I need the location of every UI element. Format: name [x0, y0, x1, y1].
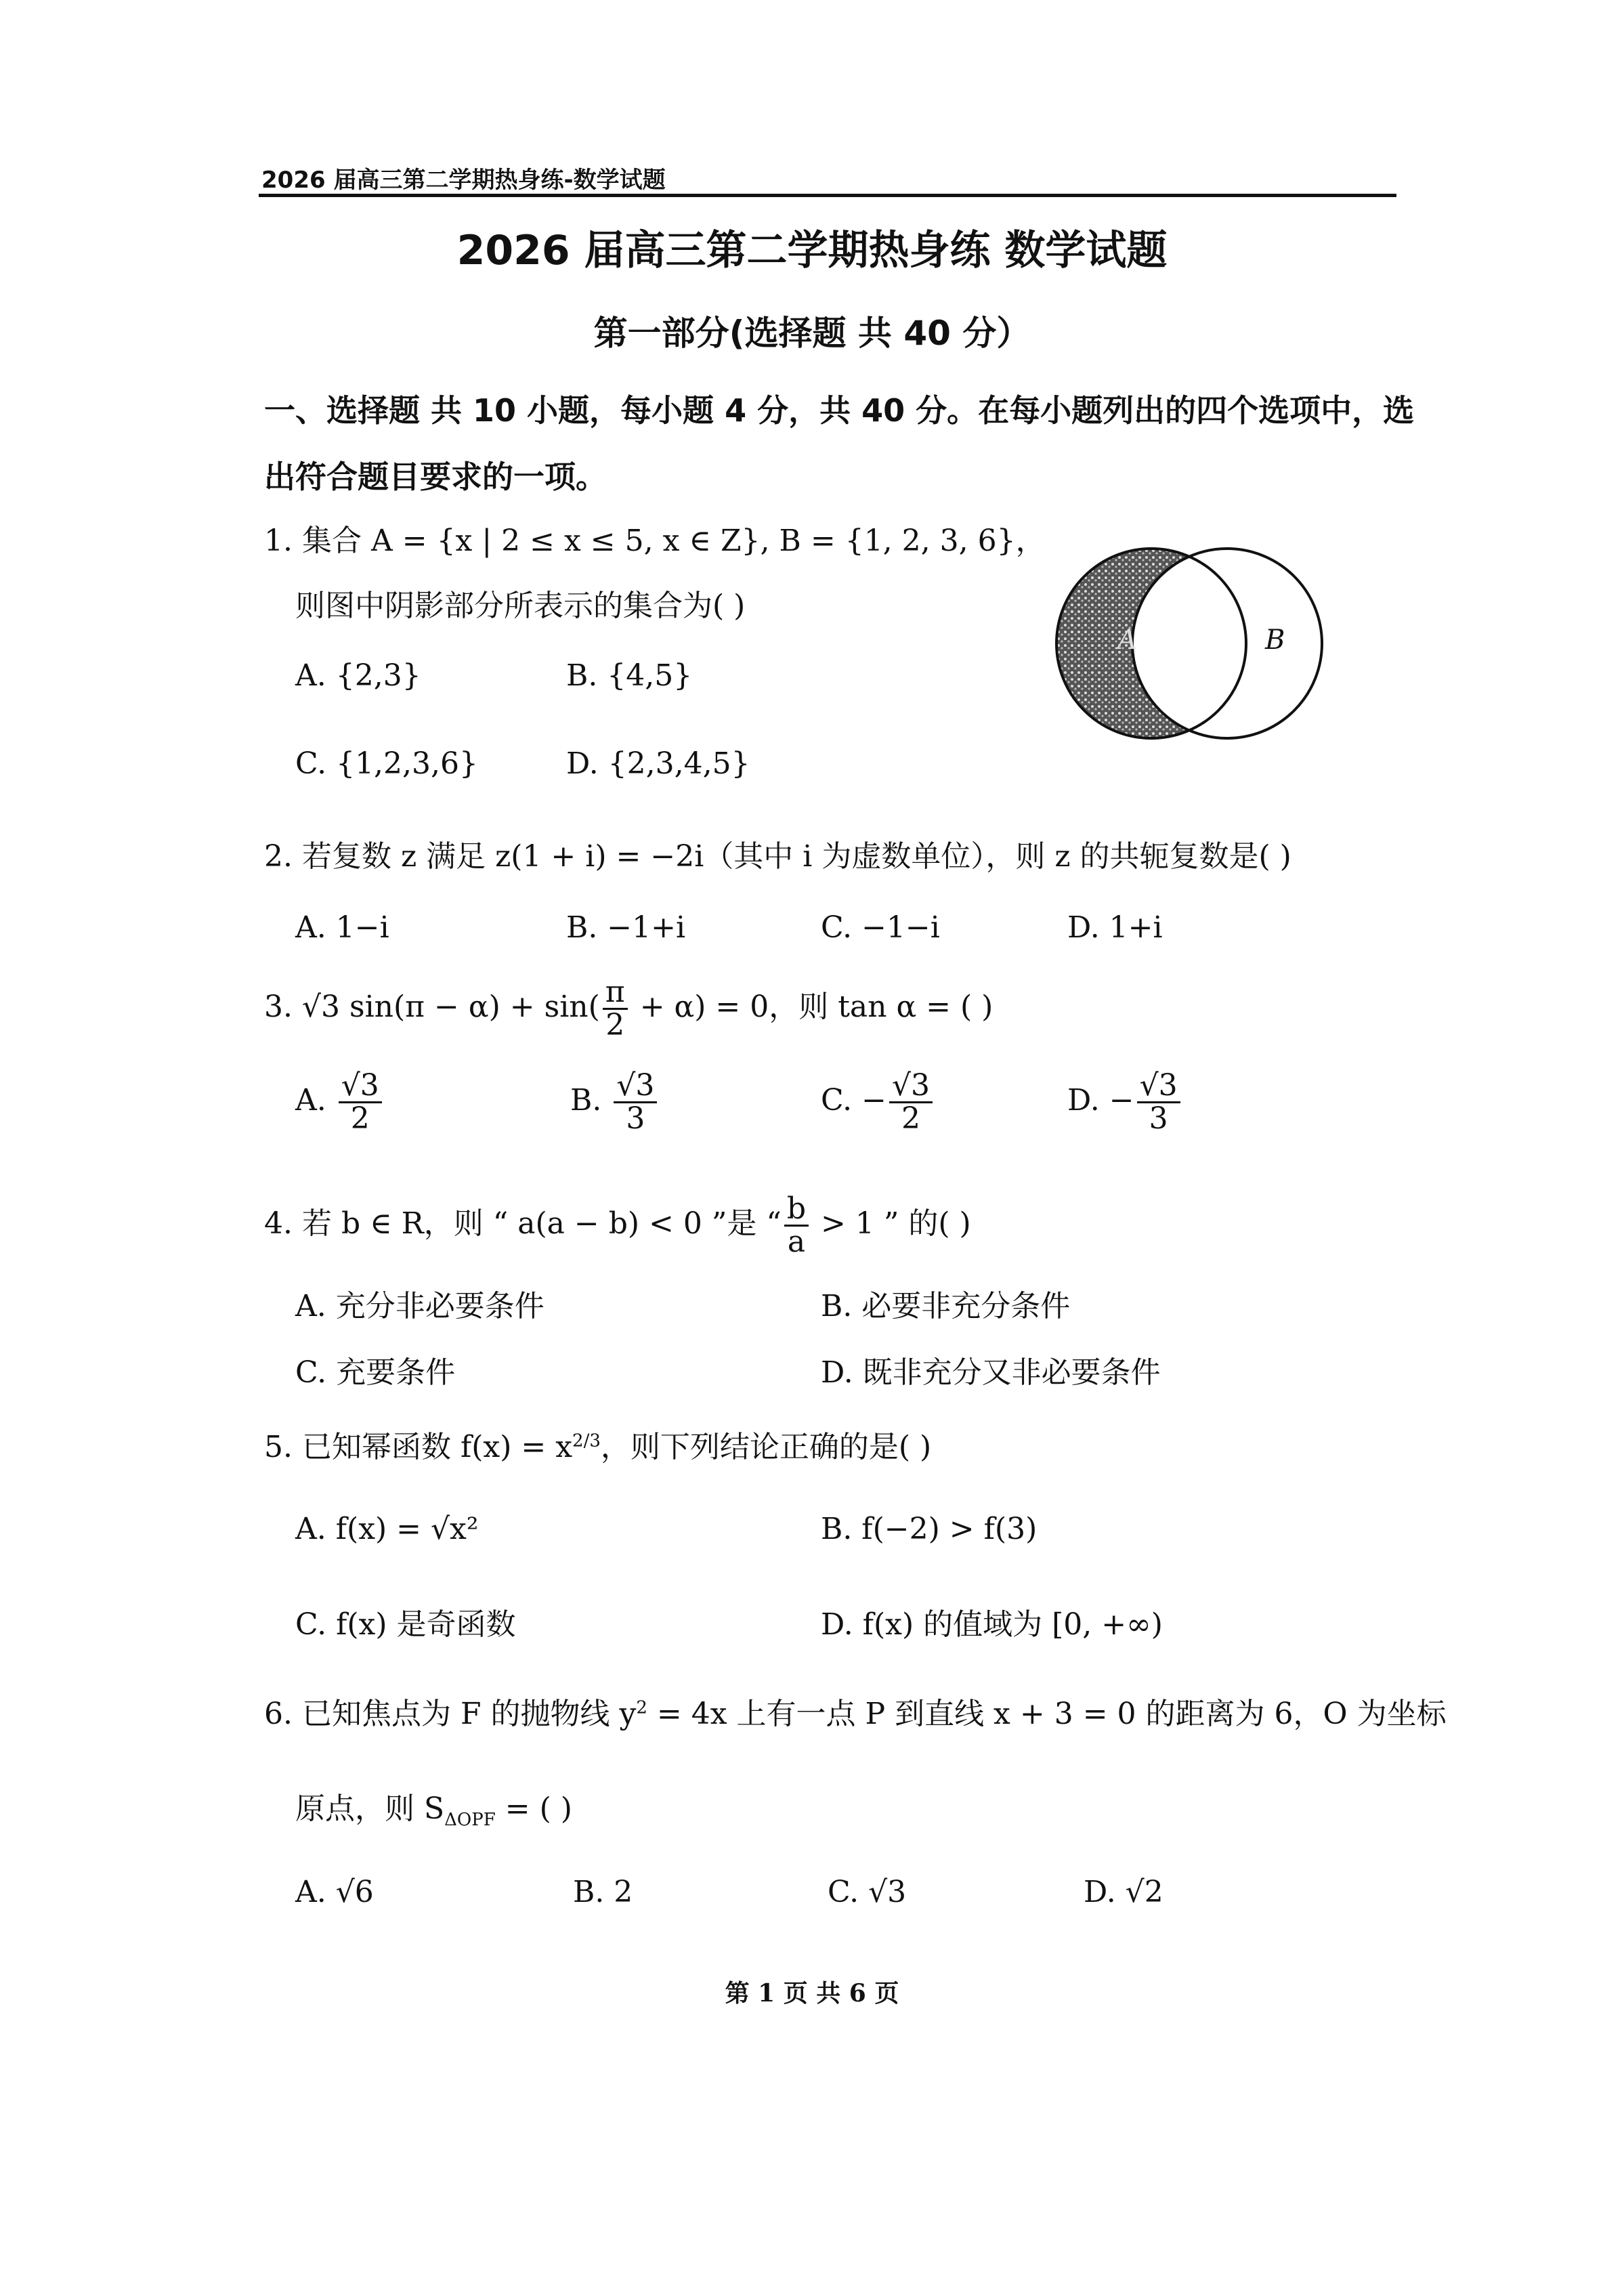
q4-option-b: B. 必要非充分条件	[821, 1289, 1071, 1323]
q3-stem-post: + α) = 0，则 tan α = ( )	[630, 990, 993, 1025]
q2-option-d: D. 1+i	[1067, 910, 1163, 945]
running-header: 2026 届高三第二学期热身练-数学试题	[261, 167, 666, 194]
q6-option-d: D. √2	[1084, 1875, 1163, 1909]
q2-stem: 2. 若复数 z 满足 z(1 + i) = −2i（其中 i 为虚数单位），则 z 的共轭复数是( )	[264, 839, 1291, 874]
q6-stem-line-1: 6. 已知焦点为 F 的抛物线 $y^2 = 4x$ 上有一点 P 到直线 x + 3 = 0 的距离为 6，O 为坐标	[264, 1697, 1447, 1731]
q4-fraction	[784, 1193, 809, 1258]
venn-diagram	[1050, 542, 1334, 745]
q4-stem	[264, 1193, 971, 1258]
q4-stem-pre: 4. 若 b ∈ R，则 “ a(a − b) < 0 ”是 “	[264, 1206, 782, 1242]
q5-stem-pre: 5. 已知幂函数 f(x) = x	[264, 1430, 573, 1464]
q5-option-c: C. f(x) 是奇函数	[295, 1607, 516, 1642]
page-title: 2026 届高三第二学期热身练 数学试题	[456, 227, 1168, 274]
part-heading: 第一部分(选择题 共 40 分）	[593, 314, 1031, 353]
q5-stem	[264, 1422, 931, 1466]
set-b-label: B	[1265, 624, 1285, 656]
page-number: 第 1 页 共 6 页	[725, 1979, 899, 2008]
set-a-label: A	[1117, 624, 1137, 656]
q2-option-a: A. 1−i	[295, 910, 389, 945]
q1-option-a: A. {2,3}	[295, 658, 421, 693]
q4-option-a: A. 充分非必要条件	[295, 1289, 544, 1323]
q3-stem	[264, 977, 993, 1041]
q4-fraction-den: a	[787, 1225, 806, 1260]
q4-option-c: C. 充要条件	[295, 1355, 456, 1390]
q1-option-c: C. {1,2,3,6}	[295, 746, 478, 781]
q5-option-b: B. f(−2) > f(3)	[821, 1512, 1038, 1546]
q2-option-b: B. −1+i	[566, 910, 686, 945]
q6-option-c: C. √3	[828, 1875, 907, 1909]
q3-option-d: D. − $\frac{√3}{3}$	[1067, 1070, 1183, 1134]
q3-fraction-num: π	[603, 977, 628, 1010]
q6-option-a: A. √6	[295, 1875, 374, 1909]
q1-option-b: B. {4,5}	[566, 658, 693, 693]
instructions-line-1: 一、选择题 共 10 小题，每小题 4 分，共 40 分。在每小题列出的四个选项中，选	[264, 392, 1415, 429]
q3-fraction	[603, 977, 628, 1041]
q3-option-a: A. $\frac{√3}{2}$	[295, 1070, 385, 1134]
q3-stem-pre: 3. √3 sin(π − α) + sin(	[264, 990, 600, 1025]
q1-stem-line-2: 则图中阴影部分所表示的集合为( )	[295, 589, 746, 623]
q5-stem-post: ，则下列结论正确的是( )	[600, 1430, 932, 1464]
q1-option-d: D. {2,3,4,5}	[566, 746, 750, 781]
q5-option-a: A. f(x) = √x²	[295, 1512, 479, 1546]
q3-fraction-den: 2	[605, 1008, 625, 1043]
q4-stem-post: > 1 ” 的( )	[811, 1206, 971, 1242]
q6-option-b: B. 2	[573, 1875, 633, 1909]
q3-option-b: B. $\frac{√3}{3}$	[570, 1070, 660, 1134]
q2-option-c: C. −1−i	[821, 910, 940, 945]
q6-stem-line-2: 原点，则 $S_{\Delta OPF}$ = ( )	[295, 1791, 572, 1830]
q4-option-d: D. 既非充分又非必要条件	[821, 1355, 1161, 1390]
q4-fraction-num: b	[784, 1193, 809, 1227]
instructions-line-2: 出符合题目要求的一项。	[264, 459, 607, 495]
q5-exponent: 2/3	[572, 1430, 601, 1451]
q1-stem-line-1: 1. 集合 A = {x | 2 ≤ x ≤ 5, x ∈ Z}, B = {1, 2, 3, 6}，	[264, 524, 1046, 558]
header-rule	[259, 194, 1396, 197]
q5-option-d: D. f(x) 的值域为 [0, +∞)	[821, 1607, 1163, 1642]
q3-option-c: C. − $\frac{√3}{2}$	[821, 1070, 935, 1134]
